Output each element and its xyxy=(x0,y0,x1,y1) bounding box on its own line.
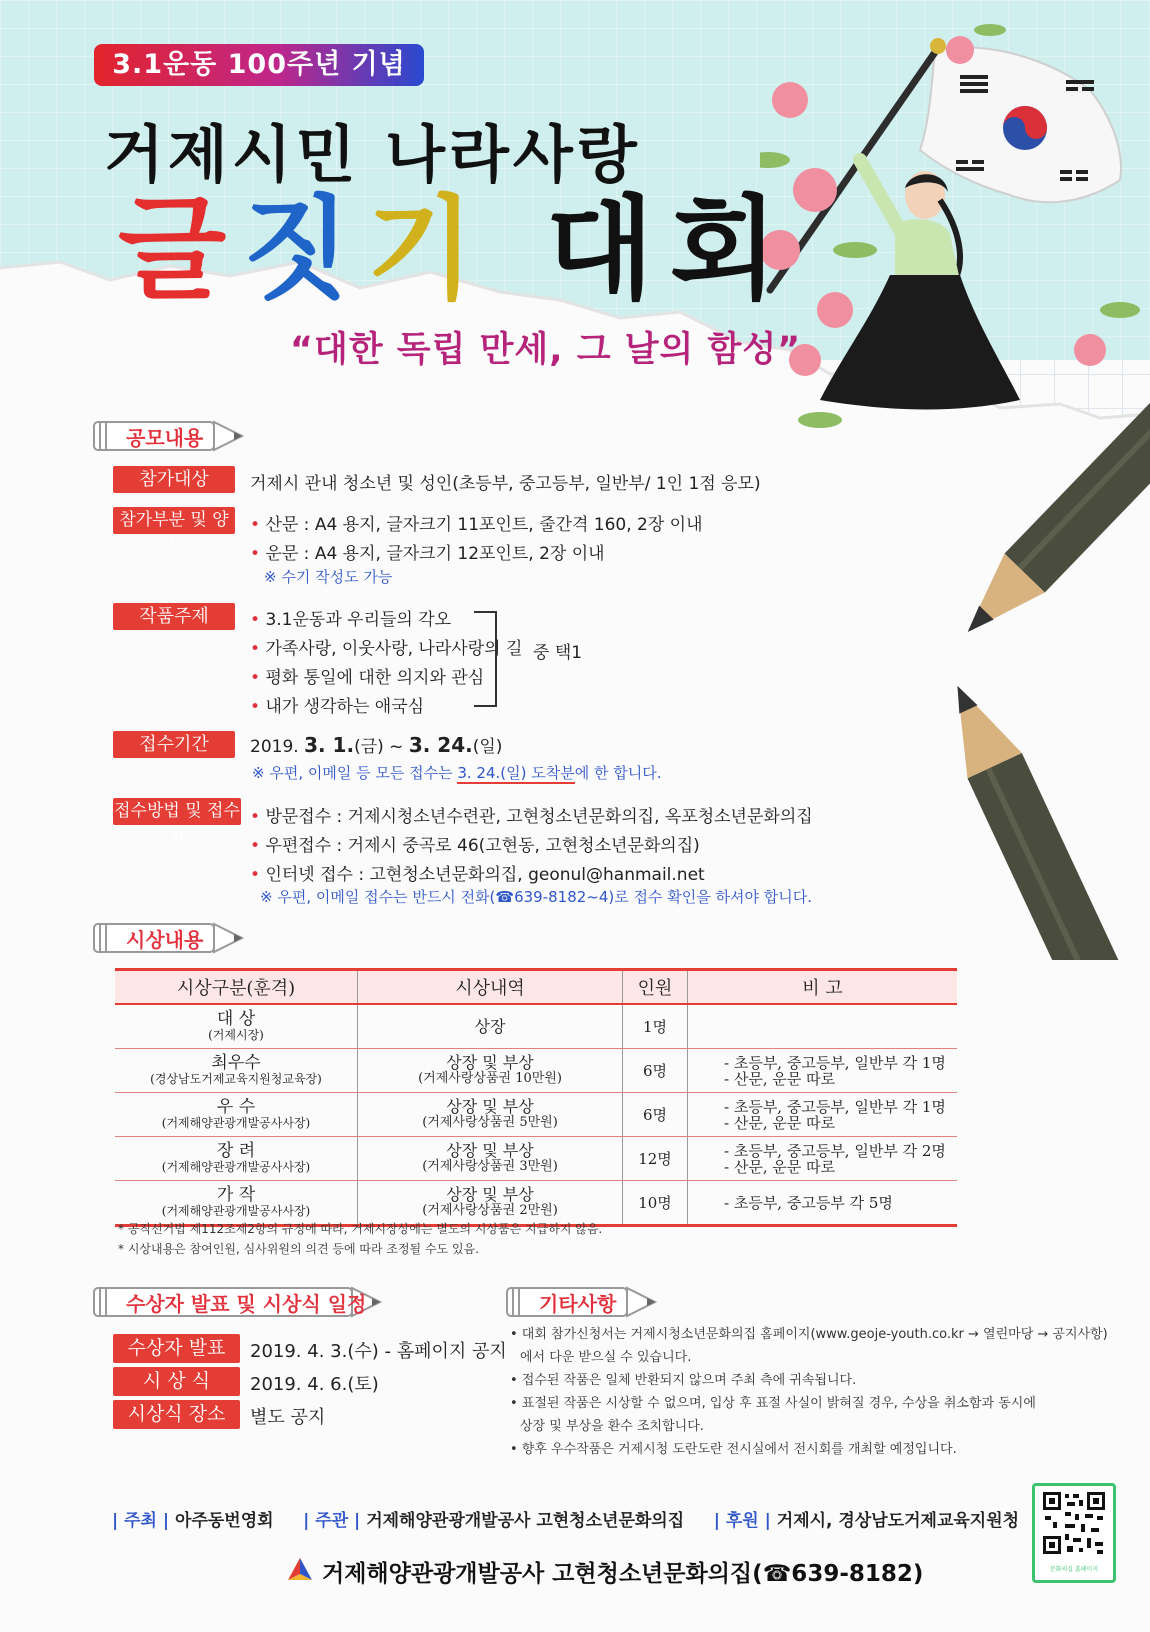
label-period: 접수기간 xyxy=(113,731,235,758)
award-count-cell: 1명 xyxy=(623,1004,688,1049)
pencils-illustration xyxy=(840,400,1150,960)
title-char-4: 대회 xyxy=(490,185,794,315)
method-item: • 방문접수 : 거제시청소년수련관, 고현청소년문화의집, 옥포청소년문화의집 xyxy=(250,807,813,827)
theme-item: • 3.1운동과 우리들의 각오 xyxy=(250,610,452,630)
label-category: 참가부분 및 양식 xyxy=(113,507,235,534)
award-name-cell: 최우수 (경상남도거제교육지원청교육장) xyxy=(115,1049,358,1093)
section-header-awards xyxy=(92,920,257,956)
qr-caption: 문화의집 홈페이지 xyxy=(1049,1566,1099,1573)
girl-with-flag-illustration xyxy=(760,20,1150,460)
col-header: 비 고 xyxy=(688,970,958,1005)
award-name-cell: 장 려 (거제해양관광개발공사사장) xyxy=(115,1137,358,1181)
award-note-cell: - 초등부, 중고등부, 일반부 각 2명 - 산문, 운문 따로 xyxy=(688,1137,958,1181)
theme-item: • 내가 생각하는 애국심 xyxy=(250,697,425,717)
label-schedule: 시 상 식 xyxy=(113,1367,240,1396)
award-prize-cell: 상장 및 부상 (거제사랑상품권 10만원) xyxy=(358,1049,623,1093)
title-char-2: 짓 xyxy=(242,185,367,315)
section-title: 시상내용 xyxy=(126,928,204,952)
category-note: ※ 수기 작성도 가능 xyxy=(264,568,393,586)
award-prize-cell: 상장 xyxy=(358,1004,623,1049)
method-note: ※ 우편, 이메일 접수는 반드시 전화(☎639-8182~4)로 접수 확인을 하셔야 합니다. xyxy=(260,888,812,906)
award-name-cell: 우 수 (거제해양관광개발공사사장) xyxy=(115,1093,358,1137)
etc-line: • 표절된 작품은 시상할 수 없으며, 입상 후 표절 사실이 밝혀질 경우, 수상을 취소함과 동시에 xyxy=(510,1396,1036,1411)
etc-line: 에서 다운 받으실 수 있습니다. xyxy=(520,1350,692,1365)
award-name-cell: 대 상 (거제시장) xyxy=(115,1004,358,1049)
period-text: 2019. 3. 1.(금) ~ 3. 24.(일) xyxy=(250,733,503,757)
section-title: 공모내용 xyxy=(126,426,204,450)
title-line1: 거제시민 나라사랑 xyxy=(104,118,641,191)
etc-list xyxy=(510,1323,1110,1461)
awards-footnote: * 시상내용은 참여인원, 심사위원의 의견 등에 따라 조정될 수도 있음. xyxy=(118,1242,479,1256)
title-char-1: 글 xyxy=(118,185,243,315)
section-title: 수상자 발표 및 시상식 일정 xyxy=(126,1292,367,1316)
qr-code-icon xyxy=(1035,1486,1113,1560)
award-note-cell: - 초등부, 중고등부 각 5명 xyxy=(688,1181,958,1226)
table-row xyxy=(115,1137,957,1181)
col-header: 인원 xyxy=(623,970,688,1005)
table-row xyxy=(115,1093,957,1137)
period-note: ※ 우편, 이메일 등 모든 접수는 3. 24.(일) 도착분에 한 합니다. xyxy=(252,764,662,782)
etc-line: • 향후 우수작품은 거제시청 도란도란 전시실에서 전시회를 개최할 예정입니다. xyxy=(510,1442,957,1457)
award-count-cell: 6명 xyxy=(623,1093,688,1137)
anniversary-badge: 3.1운동 100주년 기념 xyxy=(94,44,424,86)
label-schedule: 시상식 장소 xyxy=(113,1400,240,1429)
award-note-cell xyxy=(688,1004,958,1049)
qr-code[interactable] xyxy=(1032,1483,1116,1583)
table-row xyxy=(115,1181,957,1226)
theme-item: • 가족사랑, 이웃사랑, 나라사랑의 길 xyxy=(250,639,523,659)
schedule-text: 2019. 4. 6.(토) xyxy=(250,1374,379,1395)
footer-sponsors: | 주최 | 아주동번영회 | 주관 | 거제해양관광개발공사 고현청소년문화의집 | 후원 | 거제시, 경상남도거제교육지원청 xyxy=(112,1511,1020,1531)
etc-line: 상장 및 부상을 환수 조치합니다. xyxy=(520,1419,704,1434)
award-count-cell: 12명 xyxy=(623,1137,688,1181)
label-method: 접수방법 및 접수처 xyxy=(113,798,241,825)
theme-bracket xyxy=(470,610,510,710)
award-note-cell: - 초등부, 중고등부, 일반부 각 1명 - 산문, 운문 따로 xyxy=(688,1049,958,1093)
target-text: 거제시 관내 청소년 및 성인(초등부, 중고등부, 일반부/ 1인 1점 응모) xyxy=(250,474,761,494)
label-theme: 작품주제 xyxy=(113,603,235,630)
awards-table xyxy=(115,968,957,1227)
label-schedule: 수상자 발표 xyxy=(113,1334,240,1363)
award-count-cell: 10명 xyxy=(623,1181,688,1226)
slogan: “대한 독립 만세, 그 날의 함성” xyxy=(290,330,802,370)
organization-logo-icon xyxy=(286,1556,316,1586)
award-prize-cell: 상장 및 부상 (거제사랑상품권 2만원) xyxy=(358,1181,623,1226)
label-target: 참가대상 xyxy=(113,466,235,493)
col-header: 시상구분(훈격) xyxy=(115,970,358,1005)
theme-choice: 중 택1 xyxy=(533,643,583,663)
award-count-cell: 6명 xyxy=(623,1049,688,1093)
theme-item: • 평화 통일에 대한 의지와 관심 xyxy=(250,668,485,688)
awards-footnote: * 공직선거법 제112조제2항의 규정에 따라, 거제시장상에는 별도의 시상품은 지급하지 않음. xyxy=(118,1222,603,1236)
award-prize-cell: 상장 및 부상 (거제사랑상품권 3만원) xyxy=(358,1137,623,1181)
award-note-cell: - 초등부, 중고등부, 일반부 각 1명 - 산문, 운문 따로 xyxy=(688,1093,958,1137)
schedule-text: 별도 공지 xyxy=(250,1407,326,1428)
award-name-cell: 가 작 (거제해양관광개발공사사장) xyxy=(115,1181,358,1226)
etc-line: • 대회 참가신청서는 거제시청소년문화의집 홈페이지(www.geoje-youth.co.kr → 열린마당 → 공지사항) xyxy=(510,1327,1108,1342)
section-title: 기타사항 xyxy=(539,1292,617,1316)
award-prize-cell: 상장 및 부상 (거제사랑상품권 5만원) xyxy=(358,1093,623,1137)
etc-line: • 접수된 작품은 일체 반환되지 않으며 주최 측에 귀속됩니다. xyxy=(510,1373,857,1388)
method-item: • 인터넷 접수 : 고현청소년문화의집, geonul@hanmail.net xyxy=(250,865,705,885)
table-row xyxy=(115,1049,957,1093)
method-item: • 우편접수 : 거제시 중곡로 46(고현동, 고현청소년문화의집) xyxy=(250,836,700,856)
category-item: • 산문 : A4 용지, 글자크기 11포인트, 줄간격 160, 2장 이내 xyxy=(250,515,703,535)
col-header: 시상내역 xyxy=(358,970,623,1005)
table-row xyxy=(115,1004,957,1049)
title-char-3: 기 xyxy=(366,185,491,315)
schedule-text: 2019. 4. 3.(수) - 홈페이지 공지 xyxy=(250,1341,507,1362)
section-header-etc xyxy=(505,1284,670,1320)
title-line2 xyxy=(118,185,794,315)
section-header-schedule xyxy=(92,1284,392,1320)
section-header-contest xyxy=(92,418,257,454)
footer-organization: 거제해양관광개발공사 고현청소년문화의집(☎639-8182) xyxy=(322,1561,924,1587)
category-item: • 운문 : A4 용지, 글자크기 12포인트, 2장 이내 xyxy=(250,544,605,564)
